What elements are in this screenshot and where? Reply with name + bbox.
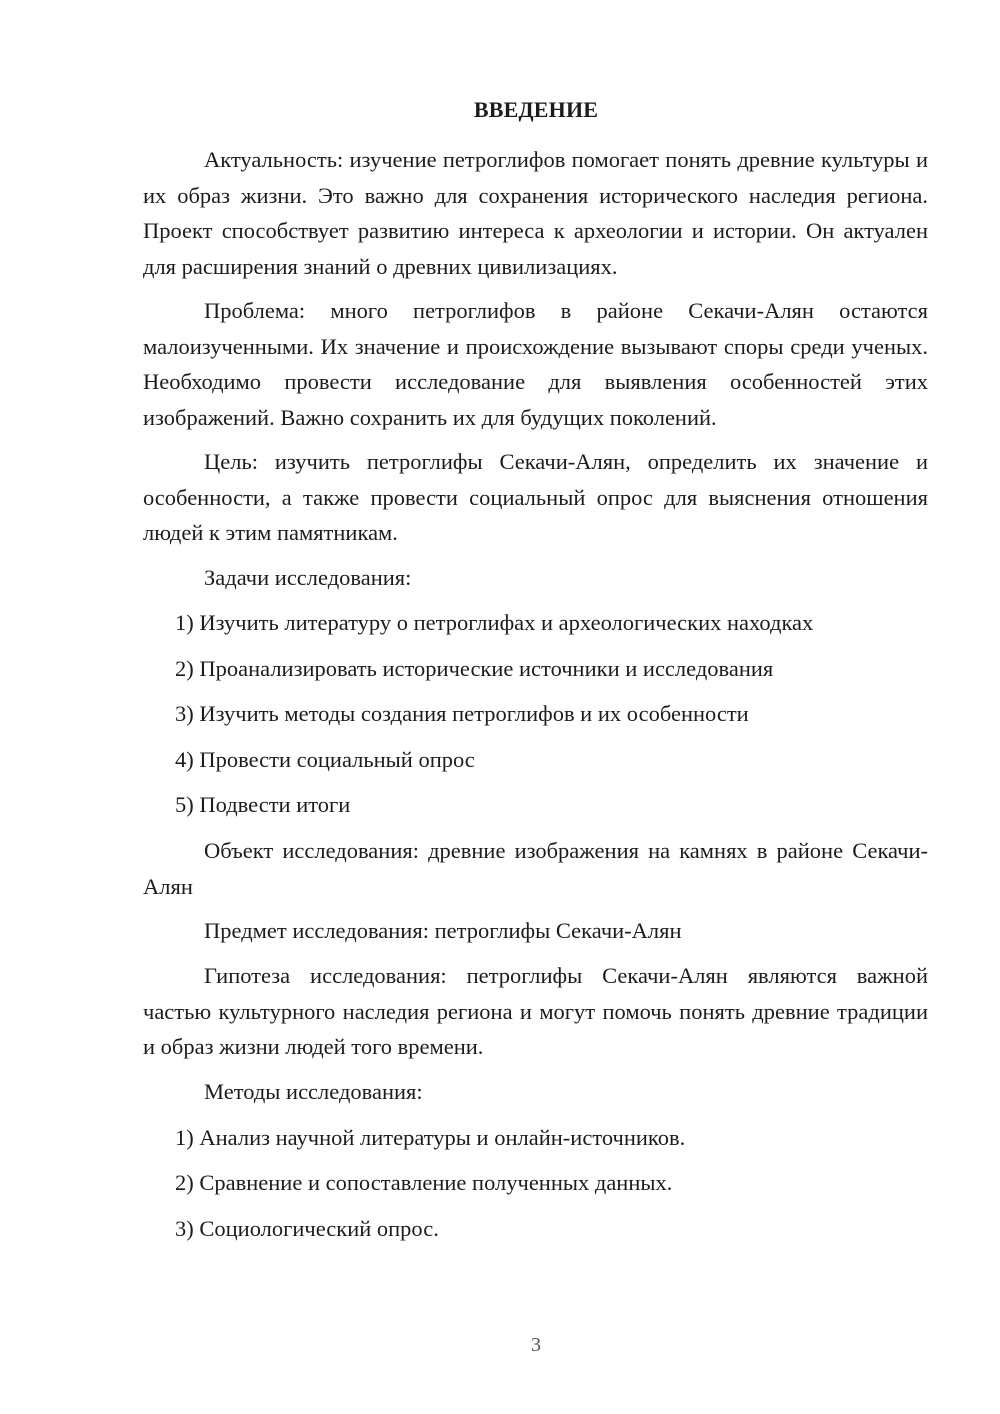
methods-heading: Методы исследования: — [204, 1079, 423, 1104]
goal-paragraph: Цель: изучить петроглифы Секачи-Алян, определить их значение и особенности, а также провести социальный опрос для выяснения отношения людей к этим памятникам. — [143, 449, 928, 545]
method-item: 2) Сравнение и сопоставление полученных данных. — [175, 1170, 673, 1195]
task-item: 3) Изучить методы создания петроглифов и их особенности — [175, 701, 749, 726]
method-item: 1) Анализ научной литературы и онлайн-источников. — [175, 1125, 686, 1150]
problem-paragraph: Проблема: много петроглифов в районе Секачи-Алян остаются малоизученными. Их значение и происхождение вызывают споры среди ученых. Необходимо провести исследование для выявления особенностей этих изображений. Важно сохранить их для будущих поколений. — [143, 298, 928, 430]
task-item: 2) Проанализировать исторические источники и исследования — [175, 656, 774, 681]
hypothesis-paragraph: Гипотеза исследования: петроглифы Секачи-Алян являются важной частью культурного наследия региона и могут помочь понять древние традиции и образ жизни людей того времени. — [143, 963, 928, 1059]
object-paragraph: Объект исследования: древние изображения на камнях в районе Секачи-Алян — [143, 838, 928, 899]
subject-paragraph: Предмет исследования: петроглифы Секачи-Алян — [204, 918, 682, 943]
task-item: 4) Провести социальный опрос — [175, 747, 475, 772]
task-item: 1) Изучить литературу о петроглифах и археологических находках — [175, 610, 814, 635]
task-item: 5) Подвести итоги — [175, 792, 351, 817]
page-title: ВВЕДЕНИЕ — [473, 97, 599, 122]
tasks-heading: Задачи исследования: — [204, 565, 412, 590]
page-number: 3 — [531, 1334, 541, 1356]
method-item: 3) Социологический опрос. — [175, 1216, 439, 1241]
relevance-paragraph: Актуальность: изучение петроглифов помогает понять древние культуры и их образ жизни. Это важно для сохранения исторического наследия региона. Проект способствует развитию интереса к археологии и истории. Он актуален для расширения знаний о древних цивилизациях. — [143, 147, 928, 279]
